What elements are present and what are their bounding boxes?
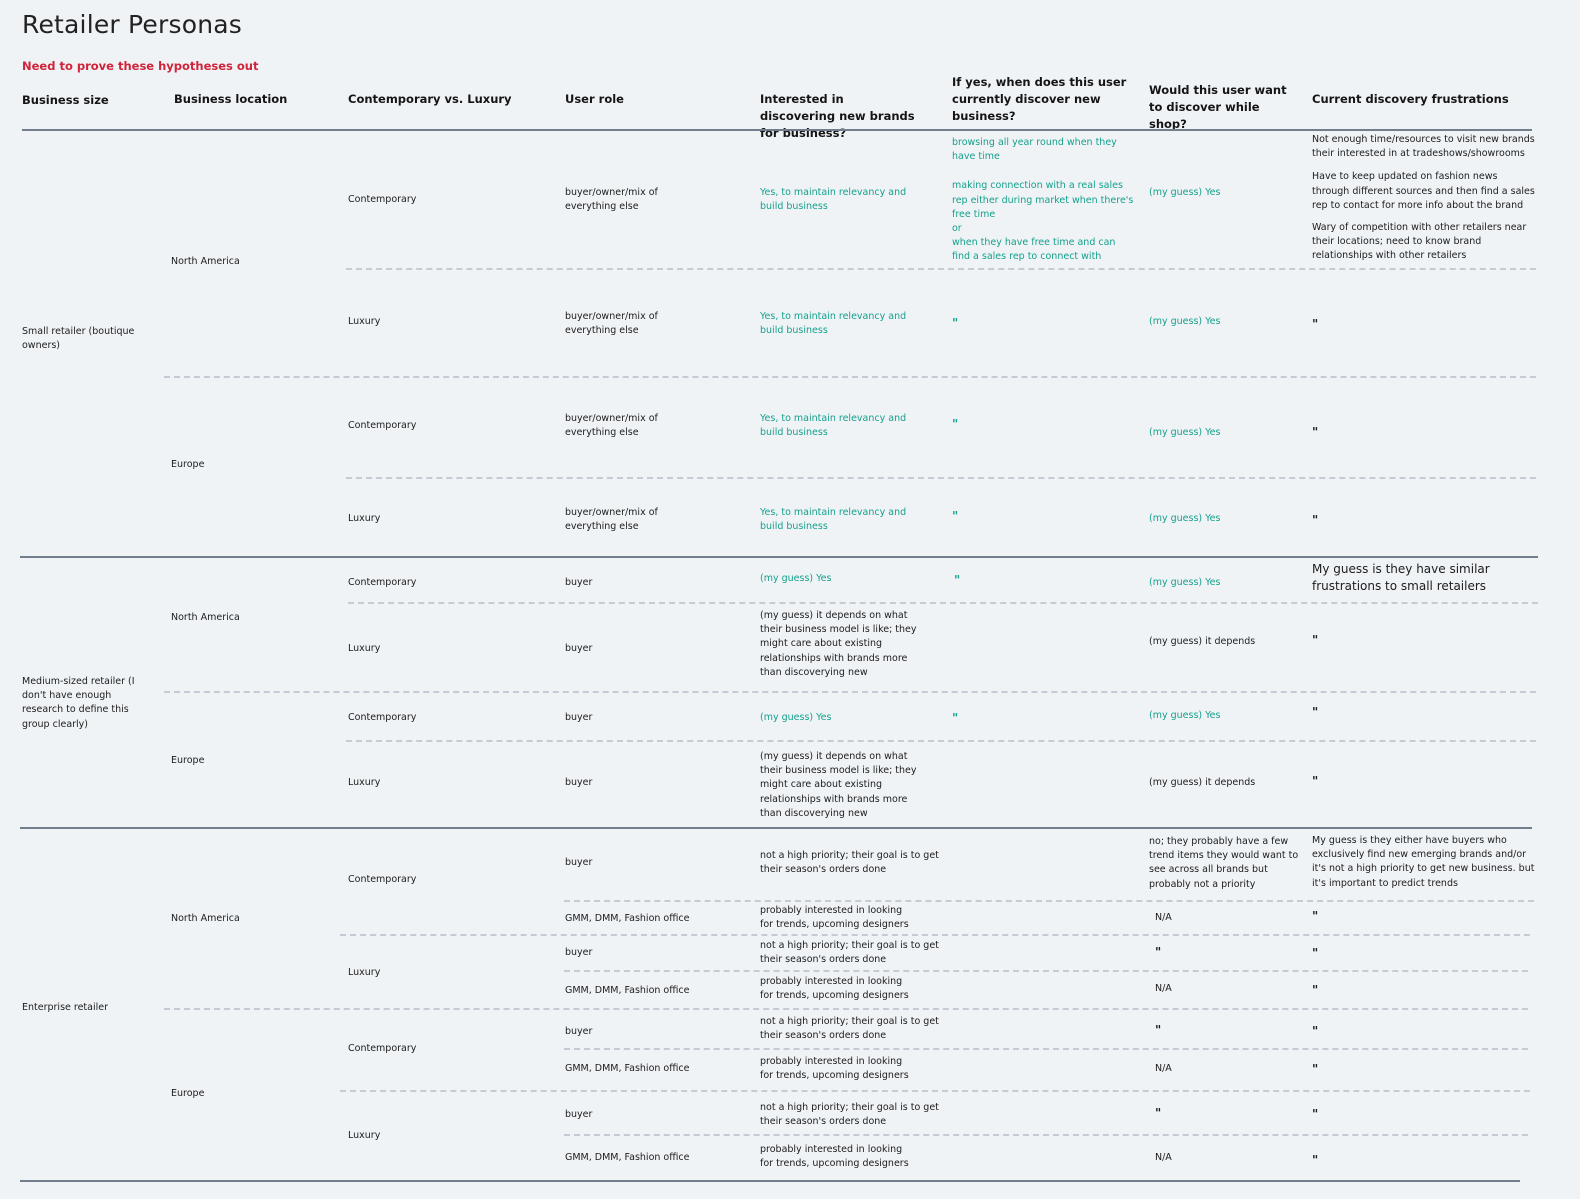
location-medium-eu: Europe <box>171 755 205 766</box>
ditto-cell: " <box>1312 909 1319 923</box>
role-cell: buyer <box>565 712 593 723</box>
shop-cell: (my guess) Yes <box>1149 187 1221 198</box>
row-divider <box>346 740 1536 742</box>
location-medium-na: North America <box>171 612 240 623</box>
market-cell: Luxury <box>348 967 381 978</box>
ditto-cell: " <box>952 417 959 431</box>
interested-cell: probably interested in looking for trends, upcoming designers <box>760 1144 909 1170</box>
shop-cell: (my guess) Yes <box>1149 427 1221 438</box>
frustration-similar: My guess is they have similar frustrations to small retailers <box>1312 562 1490 593</box>
ditto-cell: " <box>1312 425 1319 439</box>
ditto-cell: " <box>1312 946 1319 960</box>
header-business-size: Business size <box>22 93 109 107</box>
role-cell: buyer/owner/mix of everything else <box>565 413 658 439</box>
section-divider <box>20 827 1532 829</box>
role-cell: buyer <box>565 777 593 788</box>
row-divider <box>564 970 1528 972</box>
market-cell: Contemporary <box>348 712 417 723</box>
hypothesis-note: Need to prove these hypotheses out <box>22 59 259 73</box>
shop-cell: (my guess) Yes <box>1149 577 1221 588</box>
frustration-time: Not enough time/resources to visit new brands their interested in at tradeshows/showrooms <box>1312 134 1535 160</box>
interested-cell: Yes, to maintain relevancy and build business <box>760 413 907 439</box>
location-enterprise-eu: Europe <box>171 1088 205 1099</box>
when-browse: browsing all year round when they have time <box>952 137 1117 163</box>
header-contemporary-luxury: Contemporary vs. Luxury <box>348 92 512 106</box>
shop-cell: (my guess) Yes <box>1149 316 1221 327</box>
market-cell: Luxury <box>348 643 381 654</box>
header-business-location: Business location <box>174 92 288 106</box>
shop-cell: (my guess) Yes <box>1149 513 1221 524</box>
row-divider <box>164 376 1536 378</box>
market-cell: Contemporary <box>348 194 417 205</box>
header-discover-while-shop: Would this user want to discover while shop? <box>1149 83 1287 131</box>
ditto-cell: " <box>1312 633 1319 647</box>
role-cell: buyer <box>565 1109 593 1120</box>
role-cell: buyer/owner/mix of everything else <box>565 507 658 533</box>
row-divider <box>164 1008 1528 1010</box>
role-cell: buyer <box>565 947 593 958</box>
row-divider <box>564 1134 1528 1136</box>
table-bottom-border <box>20 1180 1520 1182</box>
shop-cell: N/A <box>1155 1152 1172 1163</box>
ditto-cell: " <box>954 573 961 587</box>
market-cell: Luxury <box>348 777 381 788</box>
page-title: Retailer Personas <box>22 10 243 39</box>
ditto-cell: " <box>1312 1062 1319 1076</box>
interested-cell: probably interested in looking for trends, upcoming designers <box>760 976 909 1002</box>
section-divider <box>20 556 1538 558</box>
row-divider <box>564 900 1534 902</box>
header-divider <box>22 129 1532 131</box>
role-cell: buyer <box>565 857 593 868</box>
ditto-cell: " <box>1312 983 1319 997</box>
market-cell: Contemporary <box>348 1043 417 1054</box>
interested-cell: not a high priority; their goal is to get their season's orders done <box>760 940 939 966</box>
header-interested: Interested in discovering new brands for business? <box>760 92 915 140</box>
interested-cell: probably interested in looking for trends, upcoming designers <box>760 1056 909 1082</box>
role-cell: buyer <box>565 1026 593 1037</box>
row-divider <box>348 602 1538 604</box>
role-cell: GMM, DMM, Fashion office <box>565 913 690 924</box>
interested-cell: not a high priority; their goal is to get their season's orders done <box>760 1016 939 1042</box>
market-cell: Luxury <box>348 1130 381 1141</box>
role-cell: buyer/owner/mix of everything else <box>565 187 658 213</box>
shop-cell: (my guess) Yes <box>1149 710 1221 721</box>
role-cell: GMM, DMM, Fashion office <box>565 1063 690 1074</box>
row-divider <box>346 477 1536 479</box>
interested-cell: not a high priority; their goal is to get their season's orders done <box>760 850 939 876</box>
header-frustrations: Current discovery frustrations <box>1312 92 1509 106</box>
shop-cell: (my guess) it depends <box>1149 777 1256 788</box>
shop-cell: N/A <box>1155 983 1172 994</box>
interested-cell: Yes, to maintain relevancy and build business <box>760 507 907 533</box>
location-small-na: North America <box>171 256 240 267</box>
ditto-cell: " <box>1312 1107 1319 1121</box>
shop-cell: N/A <box>1155 1063 1172 1074</box>
ditto-cell: " <box>1312 705 1319 719</box>
role-cell: GMM, DMM, Fashion office <box>565 985 690 996</box>
ditto-cell: " <box>952 316 959 330</box>
interested-cell: (my guess) Yes <box>760 573 832 584</box>
role-cell: buyer <box>565 577 593 588</box>
ditto-cell: " <box>952 711 959 725</box>
market-cell: Luxury <box>348 316 381 327</box>
frustration-competition: Wary of competition with other retailers near their locations; need to know brand relationships with other retailers <box>1312 222 1527 262</box>
size-enterprise-retailer: Enterprise retailer <box>22 1002 109 1013</box>
when-connect: making connection with a real sales rep either during market when there's free time <box>952 180 1134 220</box>
interested-cell: not a high priority; their goal is to get their season's orders done <box>760 1102 939 1128</box>
row-divider <box>346 268 1536 270</box>
interested-cell: Yes, to maintain relevancy and build business <box>760 311 907 337</box>
frustration-enterprise: My guess is they either have buyers who exclusively find new emerging brands and/or it's not a high priority to get new business. but it's important to predict trends <box>1312 835 1535 889</box>
header-user-role: User role <box>565 92 624 106</box>
interested-cell: (my guess) it depends on what their business model is like; they might care about existing relationships with brands more than discoverying new <box>760 610 917 678</box>
row-divider <box>340 934 1530 936</box>
role-cell: buyer/owner/mix of everything else <box>565 311 658 337</box>
ditto-cell: " <box>1312 317 1319 331</box>
frustration-news: Have to keep updated on fashion news through different sources and then find a sales rep to contact for more info about the brand <box>1312 171 1535 211</box>
ditto-cell: " <box>1155 945 1162 959</box>
when-or: or <box>952 223 962 235</box>
interested-cell: Yes, to maintain relevancy and build business <box>760 187 907 213</box>
interested-cell: (my guess) it depends on what their business model is like; they might care about existing relationships with brands more than discoverying new <box>760 751 917 819</box>
ditto-cell: " <box>952 509 959 523</box>
row-divider <box>564 1048 1528 1050</box>
shop-cell: (my guess) it depends <box>1149 636 1256 647</box>
when-small-na-contemporary <box>952 136 1134 265</box>
row-divider <box>164 691 1536 693</box>
ditto-cell: " <box>1155 1106 1162 1120</box>
shop-cell: N/A <box>1155 912 1172 923</box>
ditto-cell: " <box>1312 1024 1319 1038</box>
location-small-eu: Europe <box>171 459 205 470</box>
market-cell: Contemporary <box>348 874 417 885</box>
header-when-discover: If yes, when does this user currently discover new business? <box>952 75 1127 123</box>
market-cell: Luxury <box>348 513 381 524</box>
shop-cell: no; they probably have a few trend items they would want to see across all brands but probably not a priority <box>1149 836 1299 890</box>
interested-cell: (my guess) Yes <box>760 712 832 723</box>
market-cell: Contemporary <box>348 420 417 431</box>
row-divider <box>340 1090 1530 1092</box>
market-cell: Contemporary <box>348 577 417 588</box>
interested-cell: probably interested in looking for trends, upcoming designers <box>760 905 909 931</box>
when-free: when they have free time and can find a sales rep to connect with <box>952 237 1116 263</box>
ditto-cell: " <box>1312 774 1319 788</box>
ditto-cell: " <box>1312 1153 1319 1167</box>
role-cell: buyer <box>565 643 593 654</box>
location-enterprise-na: North America <box>171 913 240 924</box>
size-small-retailer: Small retailer (boutique owners) <box>22 326 135 352</box>
ditto-cell: " <box>1312 513 1319 527</box>
role-cell: GMM, DMM, Fashion office <box>565 1152 690 1163</box>
frustrations-small-na-contemporary <box>1312 133 1537 264</box>
ditto-cell: " <box>1155 1023 1162 1037</box>
size-medium-retailer: Medium-sized retailer (I don't have enough research to define this group clearly) <box>22 676 135 730</box>
